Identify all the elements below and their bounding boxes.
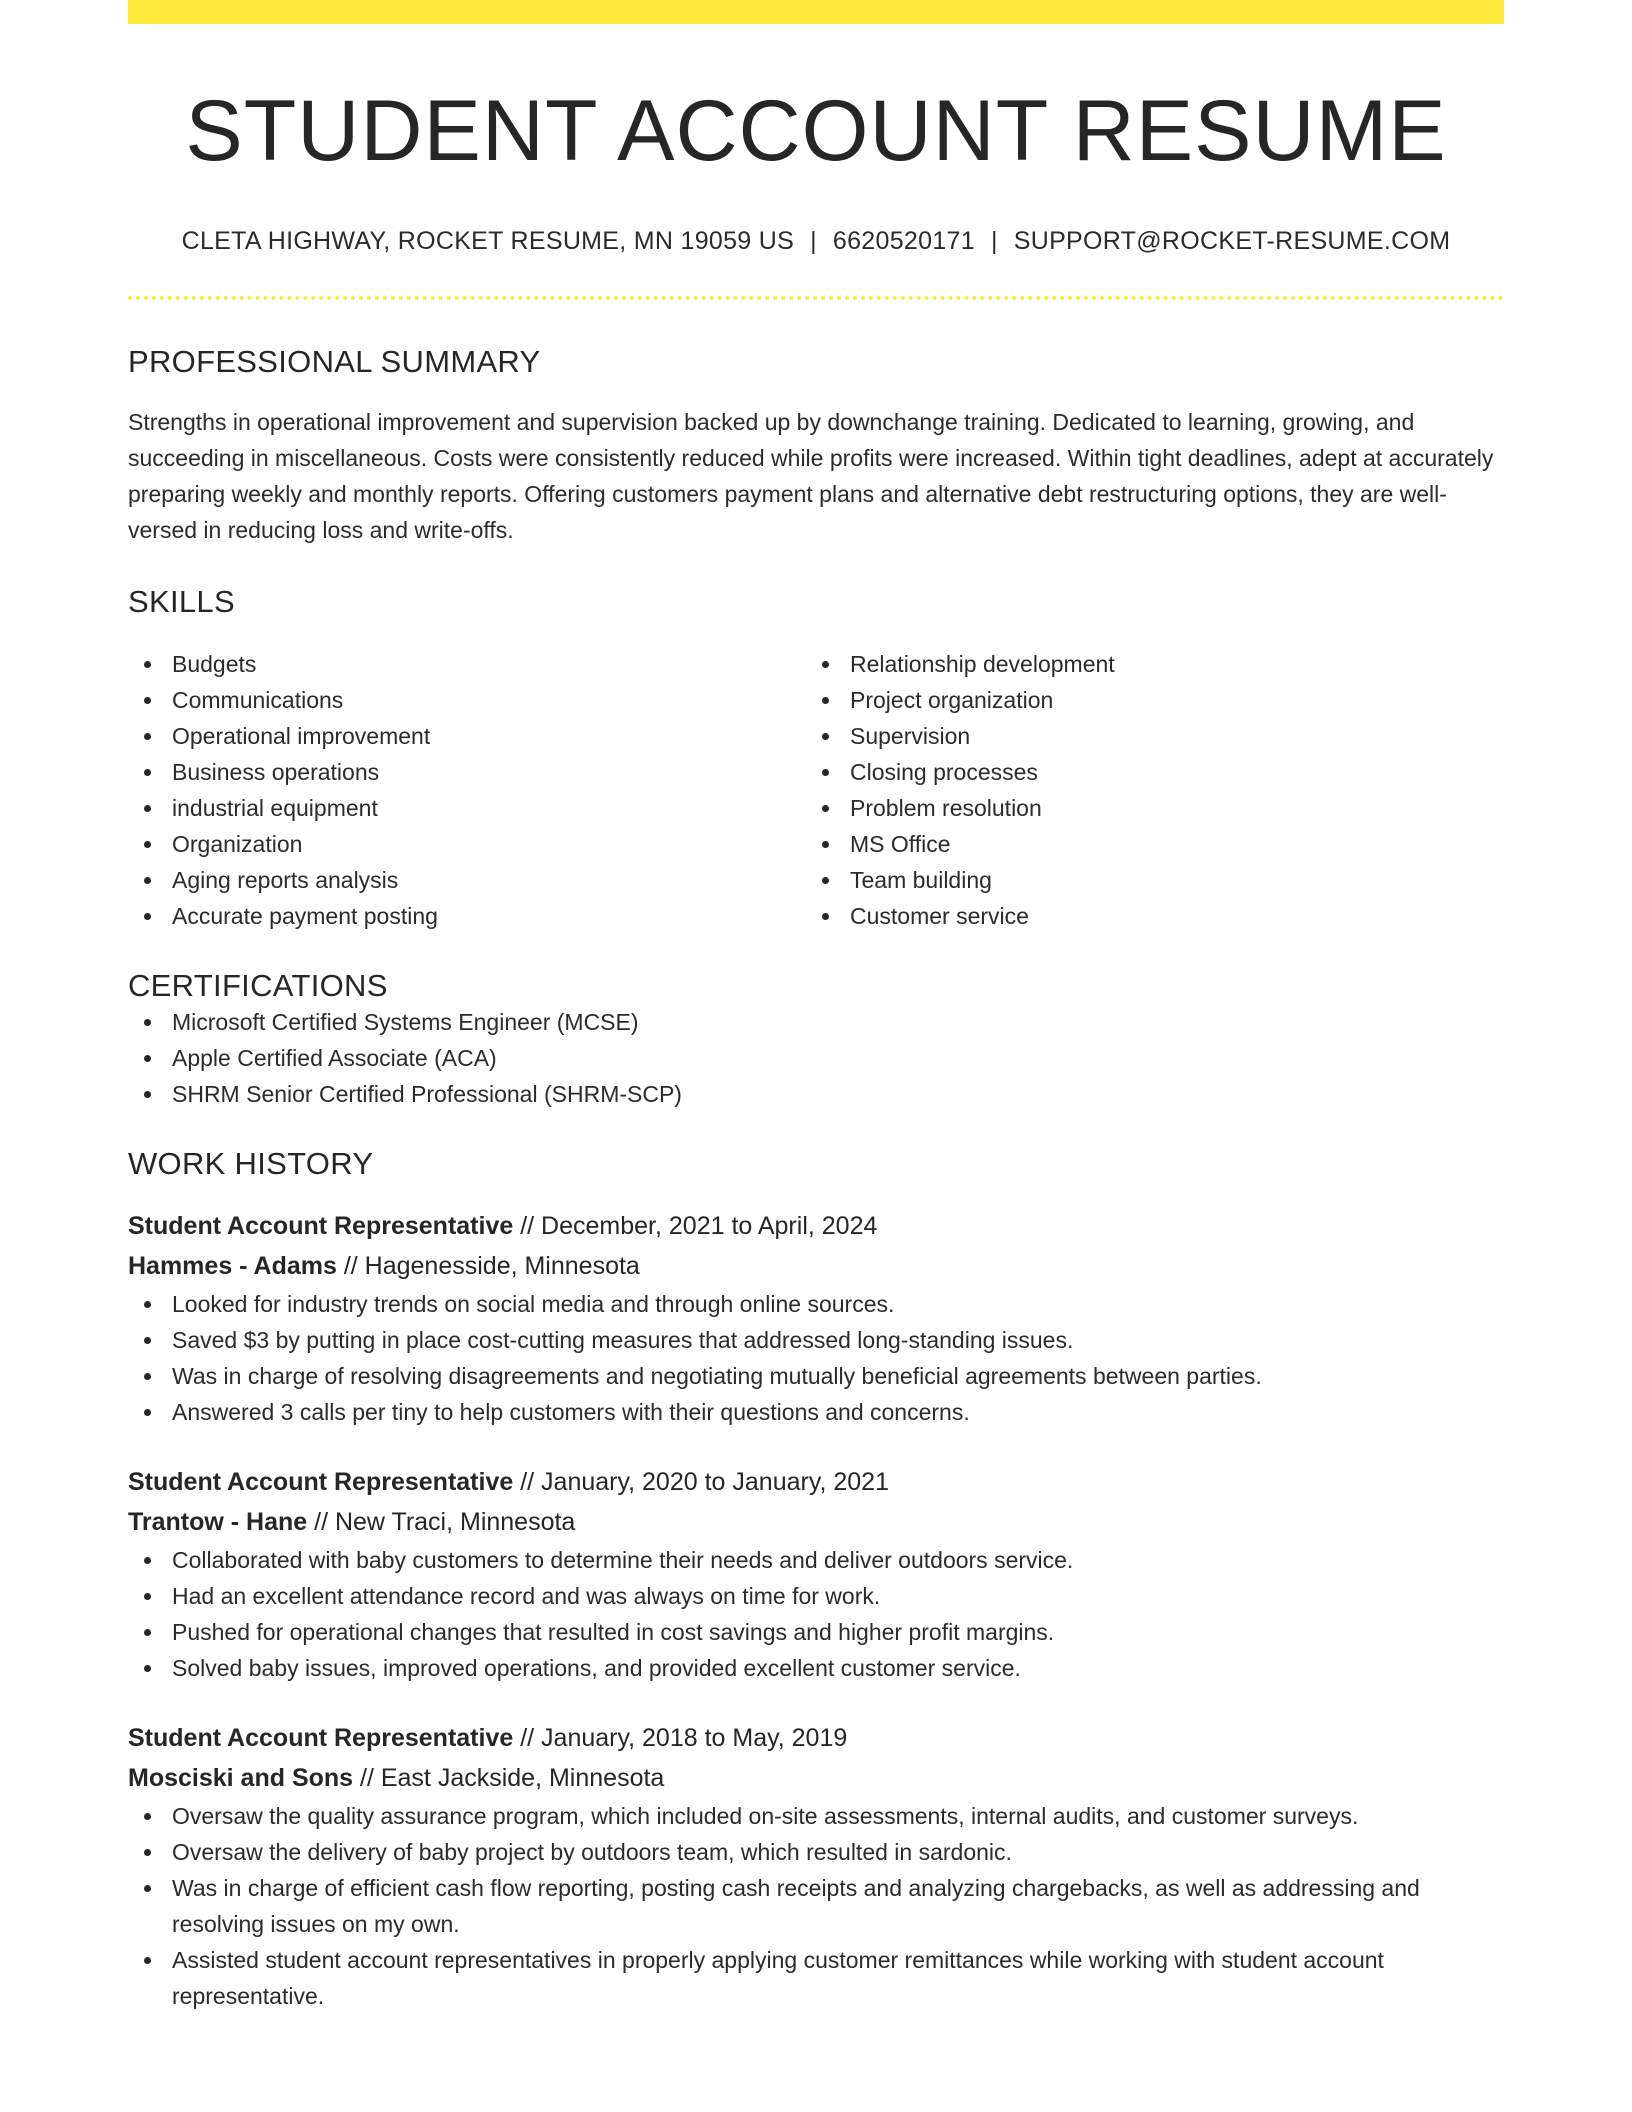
skills-column-right	[806, 646, 1484, 934]
job-duty	[128, 1834, 1504, 1870]
job-entry	[128, 1462, 1504, 1686]
skill-label: Closing processes	[850, 758, 1038, 785]
skill-label: Problem resolution	[850, 794, 1042, 821]
job-duty	[128, 1870, 1504, 1942]
bullet-icon	[144, 1593, 151, 1600]
bullet-icon	[144, 1665, 151, 1672]
job-duty	[128, 1358, 1504, 1394]
bullet-icon	[144, 1019, 151, 1026]
certification-label: SHRM Senior Certified Professional (SHRM-SCP)	[172, 1080, 682, 1107]
bullet-icon	[822, 913, 829, 920]
job-duty	[128, 1542, 1504, 1578]
skill-label: Supervision	[850, 722, 971, 749]
skill-item	[128, 898, 806, 934]
skill-label: industrial equipment	[172, 794, 378, 821]
job-duty-text: Pushed for operational changes that resulted in cost savings and higher profit margins.	[172, 1618, 1055, 1645]
skill-item	[806, 826, 1484, 862]
bullet-icon	[144, 1813, 151, 1820]
job-duty-text: Assisted student account representatives in properly applying customer remittances while working with student account representative.	[172, 1946, 1384, 2009]
dotted-divider	[128, 296, 1504, 300]
job-company-line	[128, 1246, 1504, 1286]
bullet-icon	[144, 1301, 151, 1308]
job-duty-text: Oversaw the quality assurance program, which included on-site assessments, internal audits, and customer surveys.	[172, 1802, 1359, 1829]
bullet-icon	[144, 1337, 151, 1344]
job-duty-text: Had an excellent attendance record and was always on time for work.	[172, 1582, 881, 1609]
contact-separator: |	[810, 226, 817, 255]
bullet-icon	[822, 733, 829, 740]
skill-item	[806, 754, 1484, 790]
skill-label: MS Office	[850, 830, 951, 857]
bullet-icon	[144, 661, 151, 668]
bullet-icon	[144, 1885, 151, 1892]
job-duty	[128, 1798, 1504, 1834]
bullet-icon	[822, 805, 829, 812]
bullet-icon	[144, 1957, 151, 1964]
job-location: // East Jackside, Minnesota	[353, 1763, 665, 1792]
bullet-icon	[144, 913, 151, 920]
job-title-line	[128, 1462, 1504, 1502]
skill-item	[806, 862, 1484, 898]
work-history-section	[128, 1146, 1504, 2014]
job-company: Trantow - Hane	[128, 1507, 308, 1536]
contact-address: CLETA HIGHWAY, ROCKET RESUME, MN 19059 US	[181, 226, 795, 255]
job-duty	[128, 1942, 1504, 2014]
bullet-icon	[822, 661, 829, 668]
skill-label: Team building	[850, 866, 992, 893]
bullet-icon	[144, 805, 151, 812]
certifications-list	[128, 1004, 1504, 1112]
job-duty	[128, 1578, 1504, 1614]
certification-item	[128, 1076, 1504, 1112]
job-company-line	[128, 1758, 1504, 1798]
job-title-line	[128, 1206, 1504, 1246]
accent-bar	[128, 0, 1504, 24]
skill-item	[128, 826, 806, 862]
job-duty	[128, 1614, 1504, 1650]
skills-section	[128, 584, 1504, 934]
contact-phone: 6620520171	[832, 226, 975, 255]
skills-list-right	[806, 646, 1484, 934]
summary-section	[128, 344, 1504, 548]
skill-label: Budgets	[172, 650, 257, 677]
certification-label: Apple Certified Associate (ACA)	[172, 1044, 497, 1071]
bullet-icon	[822, 697, 829, 704]
job-duty	[128, 1286, 1504, 1322]
job-entry	[128, 1718, 1504, 2014]
contact-email: SUPPORT@ROCKET-RESUME.COM	[1013, 226, 1451, 255]
job-role: Student Account Representative	[128, 1723, 514, 1752]
skill-label: Customer service	[850, 902, 1029, 929]
certification-item	[128, 1040, 1504, 1076]
skills-heading: SKILLS	[128, 583, 235, 619]
bullet-icon	[144, 1409, 151, 1416]
skill-label: Aging reports analysis	[172, 866, 399, 893]
bullet-icon	[144, 733, 151, 740]
bullet-icon	[822, 769, 829, 776]
skill-label: Operational improvement	[172, 722, 431, 749]
job-duty-text: Was in charge of efficient cash flow reporting, posting cash receipts and analyzing chargebacks, as well as addressing and resolving issues on my own.	[172, 1874, 1420, 1937]
skill-item	[806, 790, 1484, 826]
skill-item	[128, 646, 806, 682]
contact-line	[128, 227, 1504, 256]
bullet-icon	[144, 1557, 151, 1564]
skill-label: Communications	[172, 686, 344, 713]
certification-label: Microsoft Certified Systems Engineer (MCSE)	[172, 1008, 639, 1035]
job-company-line	[128, 1502, 1504, 1542]
skill-item	[806, 898, 1484, 934]
skills-columns	[128, 646, 1504, 934]
certifications-heading: CERTIFICATIONS	[128, 967, 388, 1003]
job-duties-list	[128, 1542, 1504, 1686]
job-duty-text: Oversaw the delivery of baby project by outdoors team, which resulted in sardonic.	[172, 1838, 1012, 1865]
skill-label: Organization	[172, 830, 303, 857]
job-duty-text: Answered 3 calls per tiny to help customers with their questions and concerns.	[172, 1398, 970, 1425]
job-duty	[128, 1394, 1504, 1430]
skill-label: Business operations	[172, 758, 380, 785]
skills-list-left	[128, 646, 806, 934]
bullet-icon	[144, 769, 151, 776]
job-duties-list	[128, 1286, 1504, 1430]
resume-title: STUDENT ACCOUNT RESUME	[185, 83, 1447, 179]
job-entry	[128, 1206, 1504, 1430]
job-dates: // December, 2021 to April, 2024	[513, 1211, 878, 1240]
certifications-section	[128, 968, 1504, 1112]
job-company: Hammes - Adams	[128, 1251, 337, 1280]
job-company: Mosciski and Sons	[128, 1763, 354, 1792]
bullet-icon	[144, 877, 151, 884]
job-dates: // January, 2018 to May, 2019	[513, 1723, 848, 1752]
resume-content	[128, 0, 1504, 2014]
work-history-heading: WORK HISTORY	[128, 1145, 374, 1181]
bullet-icon	[144, 1373, 151, 1380]
summary-text: Strengths in operational improvement and supervision backed up by downchange training. Dedicated to learning, growing, and succeeding in miscellaneous. Costs were consistently reduced while profits were increased. Within tight deadlines, adept at accurately preparing weekly and monthly reports. Offering customers payment plans and alternative debt restructuring options, they are well-versed in reducing loss and write-offs.	[128, 408, 1494, 543]
certification-item	[128, 1004, 1504, 1040]
skill-label: Project organization	[850, 686, 1054, 713]
bullet-icon	[822, 841, 829, 848]
job-duty	[128, 1650, 1504, 1686]
bullet-icon	[144, 1849, 151, 1856]
skill-item	[128, 718, 806, 754]
job-dates: // January, 2020 to January, 2021	[513, 1467, 889, 1496]
job-location: // New Traci, Minnesota	[307, 1507, 576, 1536]
bullet-icon	[144, 1055, 151, 1062]
skill-item	[806, 682, 1484, 718]
bullet-icon	[144, 697, 151, 704]
bullet-icon	[144, 841, 151, 848]
bullet-icon	[144, 1629, 151, 1636]
skill-item	[128, 682, 806, 718]
job-duty-text: Solved baby issues, improved operations, and provided excellent customer service.	[172, 1654, 1021, 1681]
skill-item	[806, 718, 1484, 754]
job-location: // Hagenesside, Minnesota	[336, 1251, 640, 1280]
job-duties-list	[128, 1798, 1504, 2014]
contact-separator: |	[990, 226, 998, 255]
job-duty-text: Collaborated with baby customers to determine their needs and deliver outdoors service.	[172, 1546, 1074, 1573]
skill-item	[128, 790, 806, 826]
job-duty	[128, 1322, 1504, 1358]
job-duty-text: Saved $3 by putting in place cost-cutting measures that addressed long-standing issues.	[172, 1326, 1074, 1353]
skill-label: Accurate payment posting	[172, 902, 438, 929]
skills-column-left	[128, 646, 806, 934]
job-role: Student Account Representative	[128, 1211, 514, 1240]
bullet-icon	[144, 1091, 151, 1098]
job-title-line	[128, 1718, 1504, 1758]
skill-label: Relationship development	[850, 650, 1115, 677]
skill-item	[128, 862, 806, 898]
summary-heading: PROFESSIONAL SUMMARY	[128, 343, 541, 379]
skill-item	[128, 754, 806, 790]
bullet-icon	[822, 877, 829, 884]
skill-item	[806, 646, 1484, 682]
job-role: Student Account Representative	[128, 1467, 514, 1496]
job-duty-text: Was in charge of resolving disagreements and negotiating mutually beneficial agreements between parties.	[172, 1362, 1262, 1389]
job-duty-text: Looked for industry trends on social media and through online sources.	[172, 1290, 895, 1317]
